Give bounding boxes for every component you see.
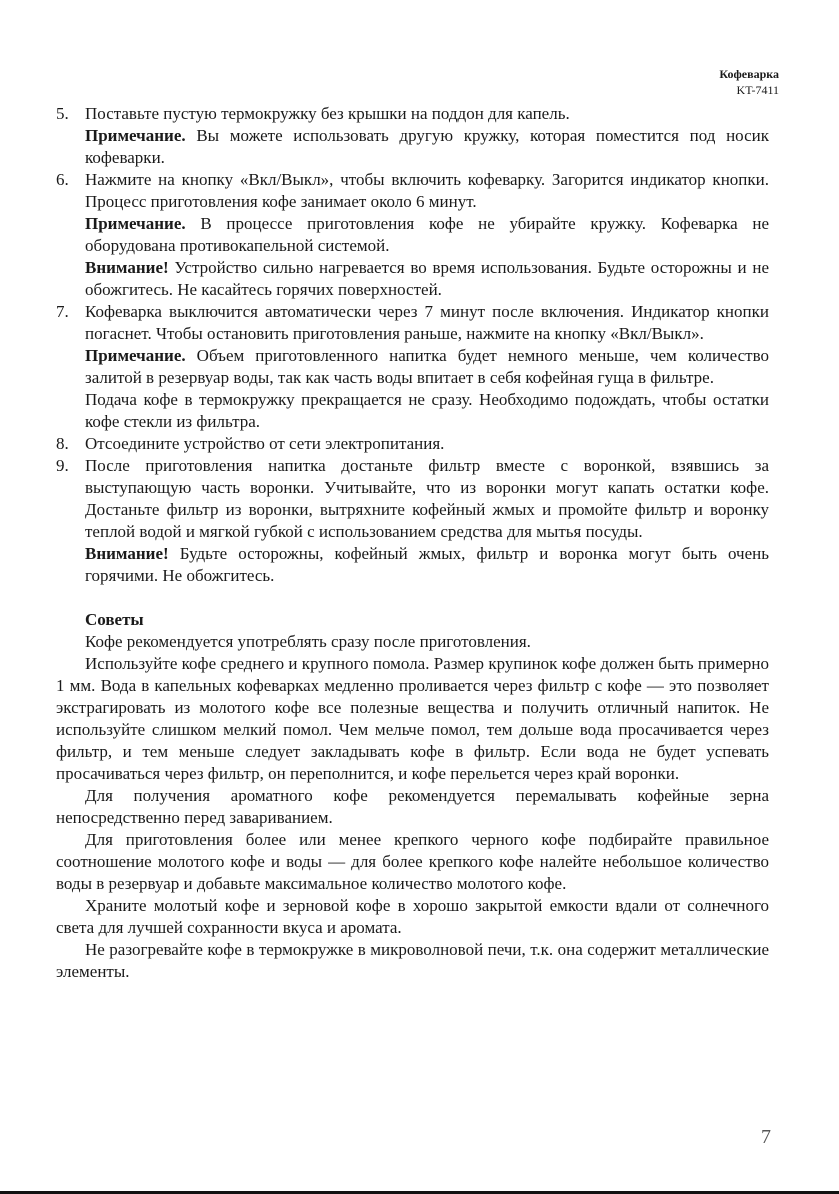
tips-paragraph: Не разогревайте кофе в термокружке в микроволновой печи, т.к. она содержит металлические элементы. xyxy=(56,940,769,981)
list-item xyxy=(56,455,769,587)
tips-paragraph: Для получения ароматного кофе рекомендуется перемалывать кофейные зерна непосредственно перед завариванием. xyxy=(56,786,769,827)
page-header xyxy=(579,66,779,98)
list-item xyxy=(56,301,769,433)
item-number: 8. xyxy=(56,434,69,453)
item-text: Кофеварка выключится автоматически через 7 минут после включения. Индикатор кнопки погаснет. Чтобы остановить приготовления раньше, нажмите на кнопку «Вкл/Выкл». xyxy=(85,302,769,343)
page-number: 7 xyxy=(761,1126,771,1148)
list-item xyxy=(56,433,769,455)
item-warning xyxy=(85,257,769,301)
page-content xyxy=(56,103,769,983)
item-text: Нажмите на кнопку «Вкл/Выкл», чтобы включить кофеварку. Загорится индикатор кнопки. Процесс приготовления кофе занимает около 6 минут. xyxy=(85,170,769,211)
note-label: Примечание. xyxy=(85,346,186,365)
item-warning xyxy=(85,543,769,587)
tips-paragraph: Используйте кофе среднего и крупного помола. Размер крупинок кофе должен быть примерно 1 мм. Вода в капельных кофеварках медленно проливается через фильтр с кофе — это позволяет экстрагировать из молотого кофе все полезные вещества и получить отличный напиток. Не используйте слишком мелкий помол. Чем мельче помол, тем дольше вода просачивается через фильтр, и тем меньше следует закладывать кофе в фильтр. Если вода не будет успевать просачиваться через фильтр, он переполнится, и кофе перельется через край воронки. xyxy=(56,654,769,783)
header-title: Кофеварка xyxy=(719,67,779,81)
tips-intro: Кофе рекомендуется употреблять сразу после приготовления. xyxy=(85,632,531,651)
warning-text: Будьте осторожны, кофейный жмых, фильтр и воронка могут быть очень горячими. Не обожгитесь. xyxy=(85,544,769,585)
item-note xyxy=(85,125,769,169)
list-item xyxy=(56,103,769,169)
item-text: Поставьте пустую термокружку без крышки на поддон для капель. xyxy=(85,104,570,123)
item-extra-text: Подача кофе в термокружку прекращается не сразу. Необходимо подождать, чтобы остатки кофе стекли из фильтра. xyxy=(85,390,769,431)
item-number: 9. xyxy=(56,456,69,475)
warning-text: Устройство сильно нагревается во время использования. Будьте осторожны и не обожгитесь. Не касайтесь горячих поверхностей. xyxy=(85,258,769,299)
note-label: Примечание. xyxy=(85,126,186,145)
header-model: KT-7411 xyxy=(736,83,779,97)
item-note xyxy=(85,213,769,257)
list-item xyxy=(56,169,769,301)
item-number: 6. xyxy=(56,170,69,189)
tips-paragraph: Храните молотый кофе и зерновой кофе в хорошо закрытой емкости вдали от солнечного света для лучшей сохранности вкуса и аромата. xyxy=(56,896,769,937)
note-text: Объем приготовленного напитка будет немного меньше, чем количество залитой в резервуар воды, так как часть воды впитает в себя кофейная гуща в фильтре. xyxy=(85,346,769,387)
note-label: Примечание. xyxy=(85,214,186,233)
note-text: В процессе приготовления кофе не убирайте кружку. Кофеварка не оборудована противокапельной системой. xyxy=(85,214,769,255)
item-text: После приготовления напитка достаньте фильтр вместе с воронкой, взявшись за выступающую часть воронки. Учитывайте, что из воронки могут капать остатки кофе. Достаньте фильтр из воронки, вытряхните кофейный жмых и промойте фильтр и воронку теплой водой и мягкой губкой с использованием средства для мытья посуды. xyxy=(85,456,769,541)
item-note xyxy=(85,345,769,389)
warning-label: Внимание! xyxy=(85,544,169,563)
note-text: Вы можете использовать другую кружку, которая поместится под носик кофеварки. xyxy=(85,126,769,167)
item-number: 7. xyxy=(56,302,69,321)
warning-label: Внимание! xyxy=(85,258,169,277)
item-text: Отсоедините устройство от сети электропитания. xyxy=(85,434,445,453)
section-heading: Советы xyxy=(85,610,144,629)
item-number: 5. xyxy=(56,104,69,123)
tips-paragraph: Для приготовления более или менее крепкого черного кофе подбирайте правильное соотношение молотого кофе и воды — для более крепкого кофе налейте небольшое количество воды в резервуар и добавьте максимальное количество молотого кофе. xyxy=(56,830,769,893)
